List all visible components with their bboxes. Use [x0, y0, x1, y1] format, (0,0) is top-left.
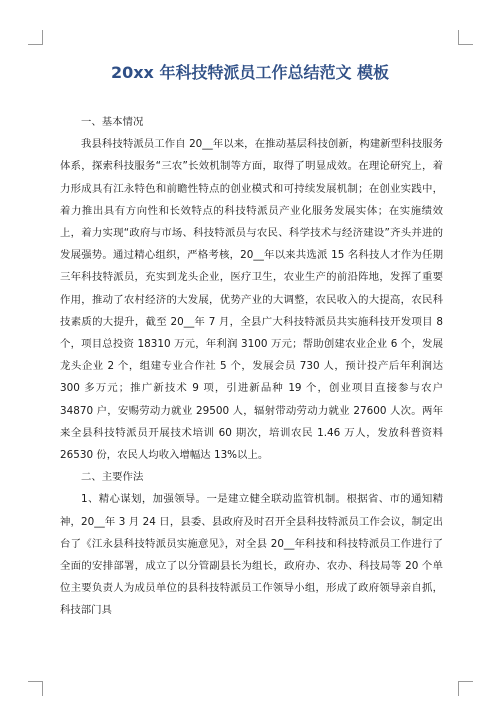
document-title: 20xx 年科技特派员工作总结范文 模板 — [110, 63, 390, 82]
paragraph-main-practices: 1、精心谋划，加强领导。一是建立健全联动监管机制。根据省、市的通知精神，20__年 3 月 24 日，县委、县政府及时召开全县科技特派员工作会议，制定出台了《江永县科技特派员实施意见》，对全县 20__年科技和科技特派员工作进行了全面的安排部署，成立了以分管副县长为组长，政府办、农办、科技局等 20 个单位主要负责人为成员单位的县科技特派员工作领导小组，形成了政府领导亲自抓，科技部门具 — [60, 493, 443, 617]
crop-mark-top-left — [28, 30, 43, 45]
section-heading-main-practices: 二、主要作法 — [81, 471, 144, 484]
crop-mark-top-right — [458, 30, 473, 45]
section-heading-basic-situation: 一、基本情况 — [81, 116, 144, 128]
paragraph-basic-situation: 我县科技特派员工作自 20__年以来，在推动基层科技创新，构建新型科技服务体系，探索科技服务“三农”长效机制等方面，取得了明显成效。在理论研究上，着力形成具有江永特色和前瞻性特点的创业模式和可持续发展机制；在创业实践中，着力推出具有方向性和长效特点的科技特派员产业化服务发展实体；在实施绩效上，着力实现“政府与市场、科技特派员与农民、科学技术与经济建设”齐头并进的发展强势。通过精心组织，严格考核，20__年以来共选派 15 名科技人才作为任期三年科技特派员，充实到龙头企业，医疗卫生，农业生产的前沿阵地，发挥了重要作用，推动了农村经济的大发展，优势产业的大调整，农民收入的大提高，农民科技素质的大提升，截至 20__年 7 月，全县广大科技特派员共实施科技开发项目 8 个，项目总投资 18310 万元，年利润 3100 万元；帮助创建农业企业 6 个，发展龙头企业 2 个，组建专业合作社 5 个，发展会员 730 人，预计投产后年利润达 300 多万元；推广新技术 9 项，引进新品种 19 个，创业项目直接参与农户 34870 户，安赐劳动力就业 29500 人，辐射带动劳动力就业 27600 人次。两年来全县科技特派员开展技术培训 60 期次，培训农民 1.46 万人，发放科普资料 26530 份，农民人均收入增幅达 13%以上。 — [60, 138, 443, 462]
crop-mark-bottom-left — [28, 681, 43, 696]
document-body — [60, 111, 443, 622]
crop-mark-bottom-right — [458, 681, 473, 696]
